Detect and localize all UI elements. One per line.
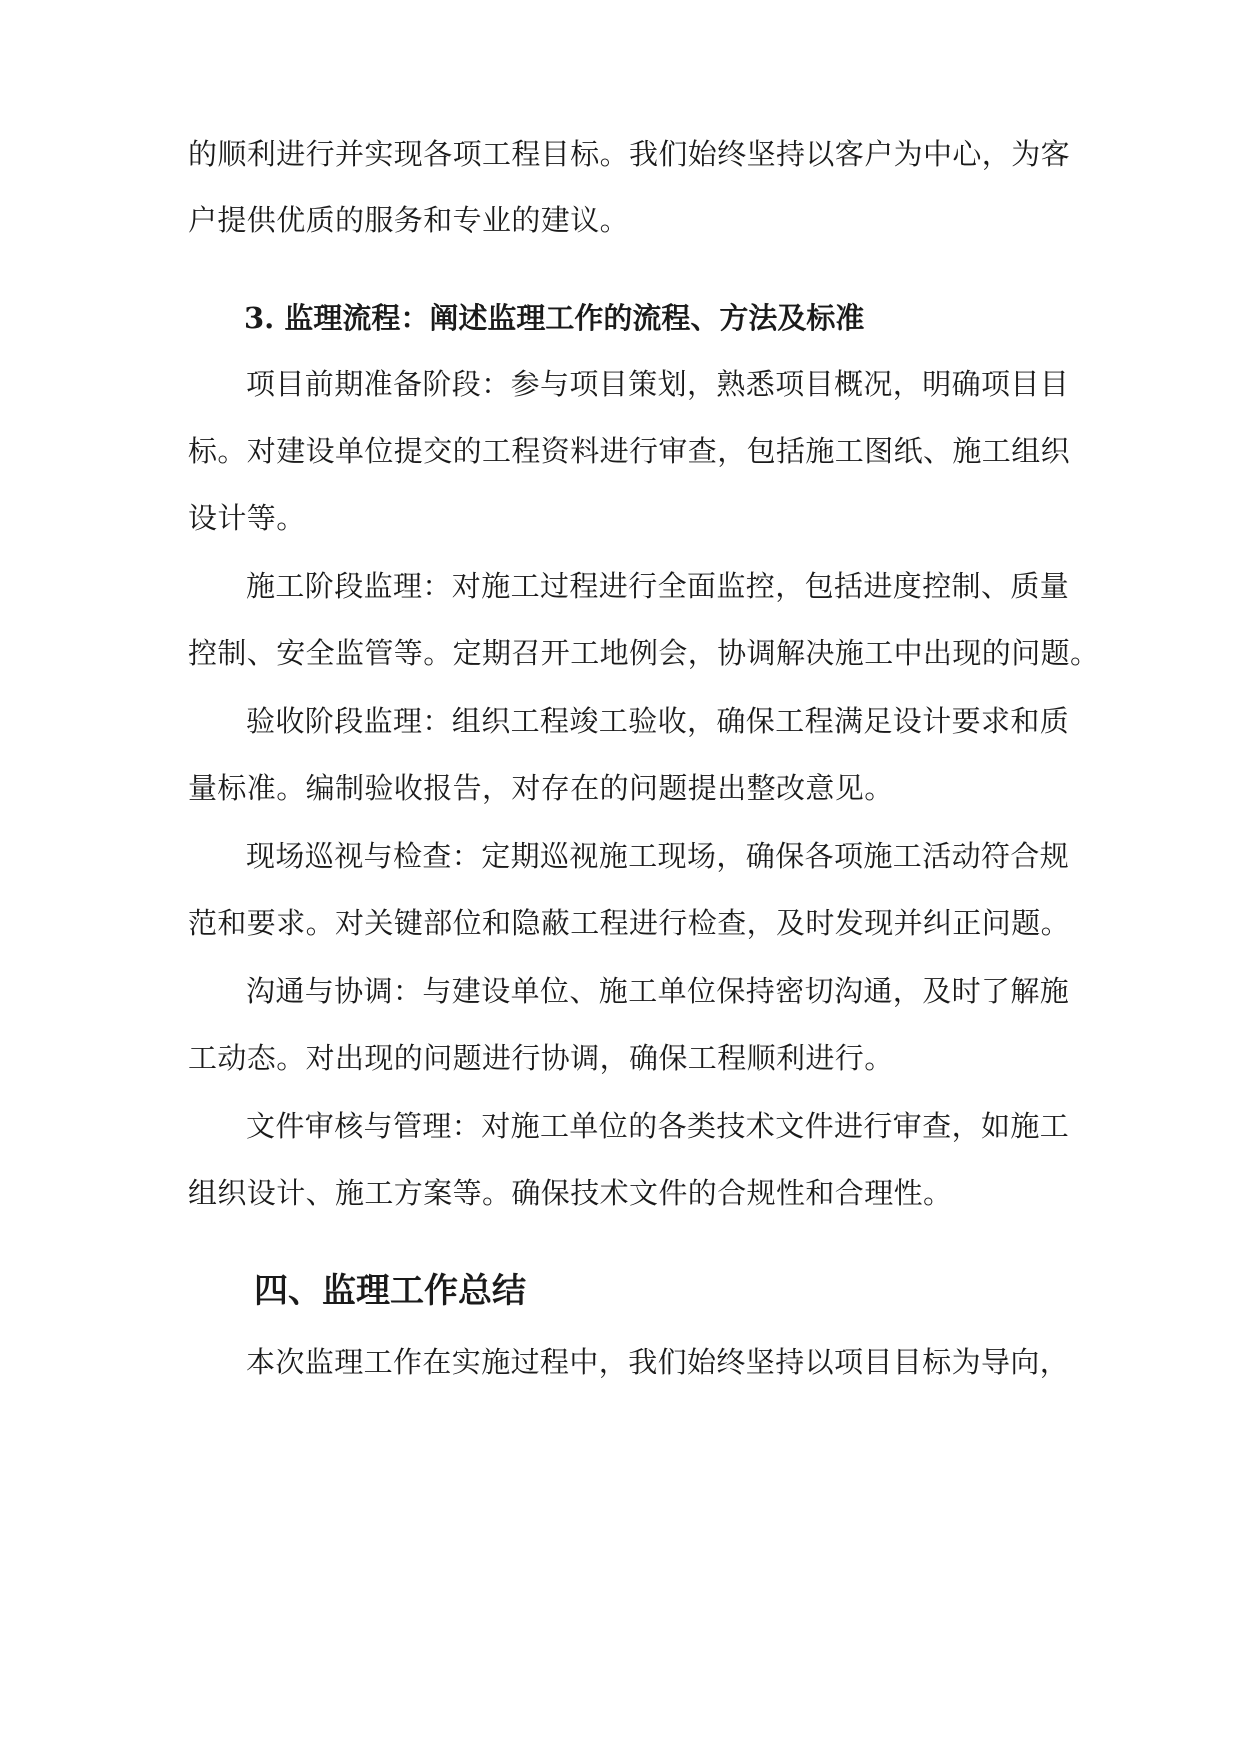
section-heading: 3. 监理流程：阐述监理工作的流程、方法及标准 [244, 301, 865, 335]
body-text-line: 量标准。编制验收报告，对存在的问题提出整改意见。 [188, 771, 894, 805]
body-text-line: 的顺利进行并实现各项工程目标。我们始终坚持以客户为中心，为客 [188, 137, 1071, 171]
body-text-line: 本次监理工作在实施过程中，我们始终坚持以项目目标为导向， [246, 1345, 1070, 1379]
body-text-line: 标。对建设单位提交的工程资料进行审查，包括施工图纸、施工组织 [188, 434, 1071, 468]
body-text-line: 户提供优质的服务和专业的建议。 [188, 203, 630, 237]
body-text-line: 工动态。对出现的问题进行协调，确保工程顺利进行。 [188, 1041, 894, 1075]
body-text-line: 组织设计、施工方案等。确保技术文件的合规性和合理性。 [188, 1176, 953, 1210]
body-text-line: 施工阶段监理：对施工过程进行全面监控，包括进度控制、质量 [246, 569, 1070, 603]
body-text-line: 范和要求。对关键部位和隐蔽工程进行检查，及时发现并纠正问题。 [188, 906, 1071, 940]
body-text-line: 验收阶段监理：组织工程竣工验收，确保工程满足设计要求和质 [246, 704, 1070, 738]
chapter-heading: 四、监理工作总结 [254, 1271, 526, 1311]
body-text-line: 沟通与协调：与建设单位、施工单位保持密切沟通，及时了解施 [246, 974, 1070, 1008]
body-text-line: 项目前期准备阶段：参与项目策划，熟悉项目概况，明确项目目 [246, 367, 1070, 401]
body-text-line: 文件审核与管理：对施工单位的各类技术文件进行审查，如施工 [246, 1109, 1070, 1143]
body-text-line: 现场巡视与检查：定期巡视施工现场，确保各项施工活动符合规 [246, 839, 1070, 873]
body-text-line: 控制、安全监管等。定期召开工地例会，协调解决施工中出现的问题。 [188, 636, 1100, 670]
body-text-line: 设计等。 [188, 501, 306, 535]
